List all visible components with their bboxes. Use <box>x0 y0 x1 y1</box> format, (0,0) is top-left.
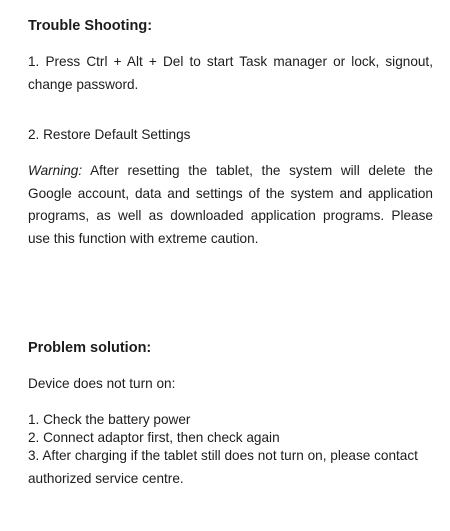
troubleshooting-item-2: 2. Restore Default Settings <box>28 127 191 142</box>
problem-step-1: 1. Check the battery power <box>28 412 191 427</box>
warning-label: Warning: <box>28 163 83 178</box>
warning-paragraph <box>28 160 433 250</box>
problem-solution-heading: Problem solution: <box>28 340 152 356</box>
problem-steps-list <box>28 411 433 447</box>
problem-step-2: 2. Connect adaptor first, then check again <box>28 430 280 445</box>
troubleshooting-heading: Trouble Shooting: <box>28 18 153 34</box>
problem-step-3: 3. After charging if the tablet still does not turn on, please contact authorized service centre. <box>28 448 418 486</box>
warning-text: After resetting the tablet, the system will delete the Google account, data and settings of the system and application programs, as well as downloaded application programs. Please use this function with extreme caution. <box>28 163 433 246</box>
problem-intro: Device does not turn on: <box>28 376 176 391</box>
troubleshooting-item-1: 1. Press Ctrl + Alt + Del to start Task manager or lock, signout, change password. <box>28 54 433 92</box>
